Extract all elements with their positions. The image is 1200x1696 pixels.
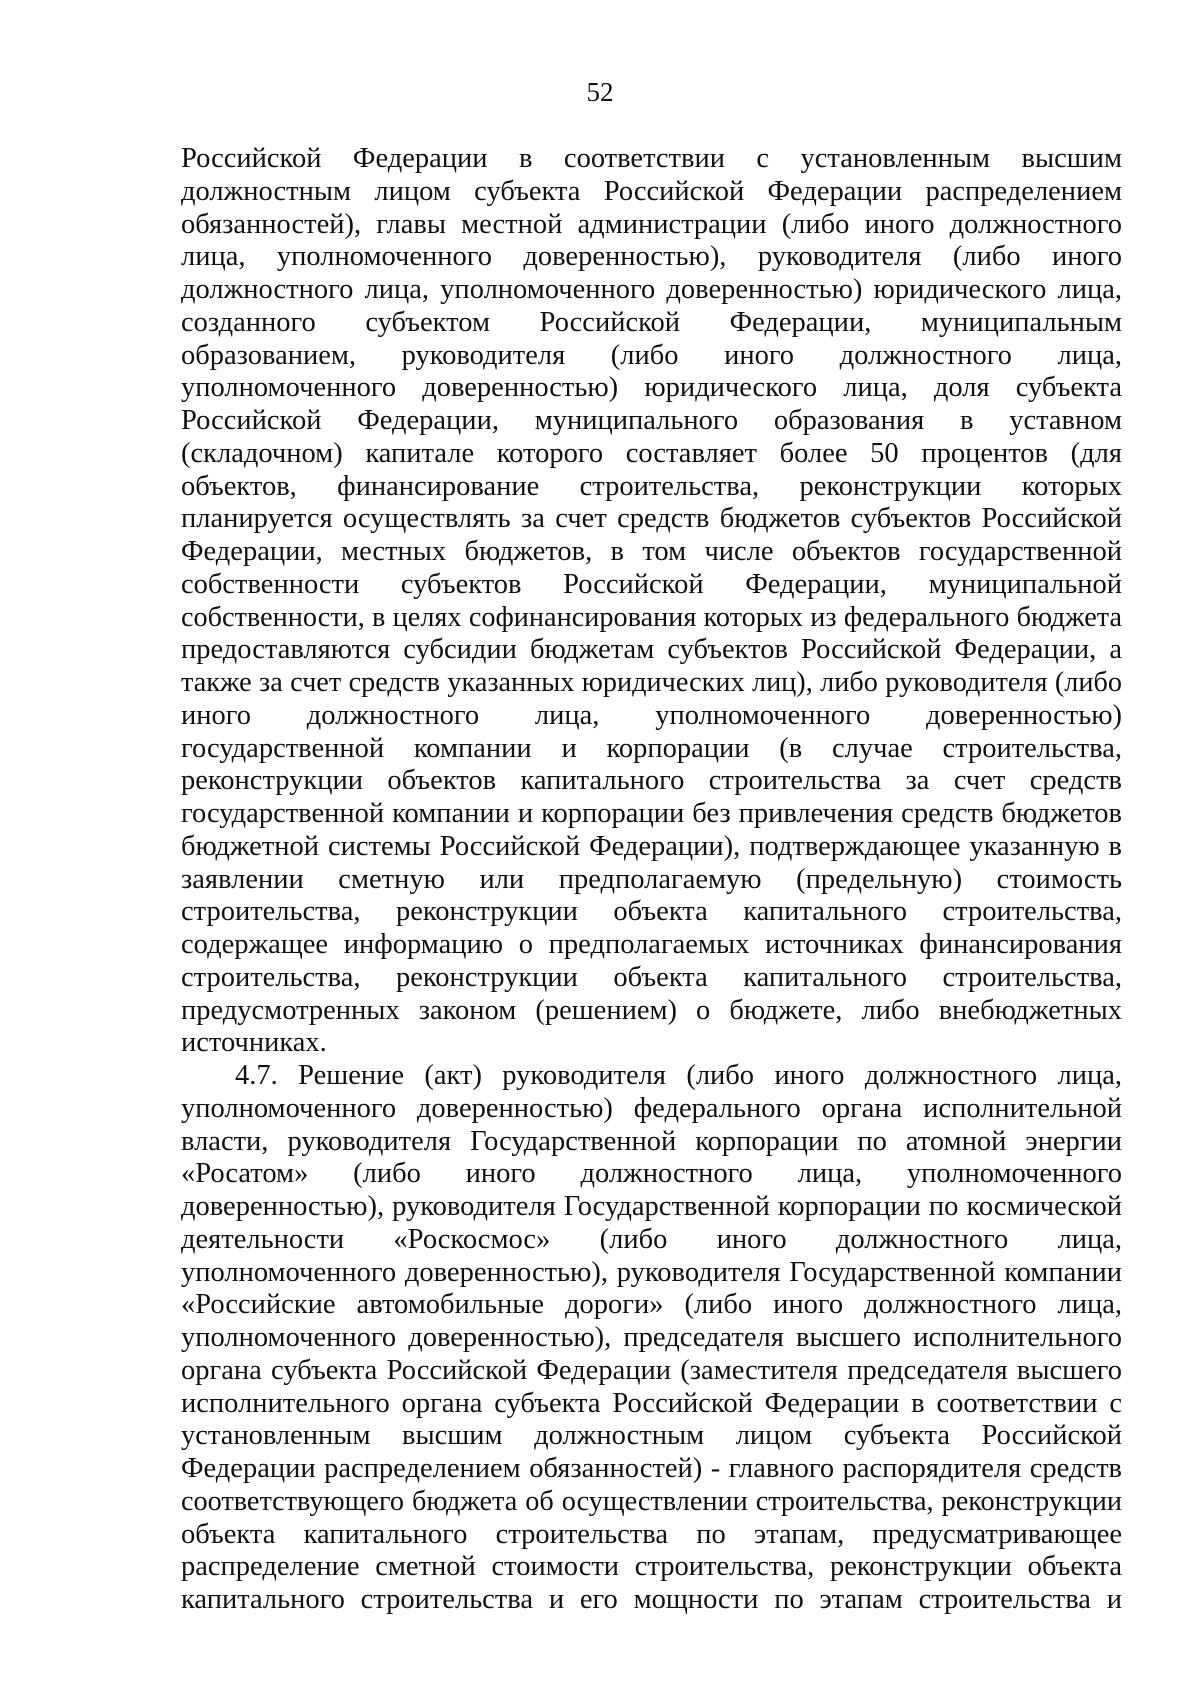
text-line: должностного лица, уполномоченного доверенностью) юридического лица,	[181, 274, 1122, 305]
text-line: объекта капитального строительства по этапам, предусматривающее	[181, 1518, 1122, 1550]
text-line: источниках.	[181, 1027, 327, 1059]
text-line: объектов, финансирование строительства, реконструкции которых	[181, 470, 1122, 502]
text-line: установленным высшим должностным лицом субъекта Российской	[181, 1420, 1122, 1452]
text-line: лица, уполномоченного доверенностью), руководителя (либо иного	[181, 241, 1122, 273]
text-line: собственности, в целях софинансирования которых из федерального бюджета	[181, 601, 1122, 633]
text-line: бюджетной системы Российской Федерации), подтверждающее указанную в	[181, 830, 1122, 862]
text-line: также за счет средств указанных юридических лиц), либо руководителя (либо	[181, 667, 1122, 698]
text-line: строительства, реконструкции объекта капитального строительства,	[181, 896, 1122, 928]
text-line: доверенностью), руководителя Государственной корпорации по космической	[181, 1191, 1122, 1222]
text-line: распределение сметной стоимости строительства, реконструкции объекта	[181, 1551, 1122, 1583]
text-line: Федерации, местных бюджетов, в том числе объектов государственной	[181, 536, 1122, 567]
text-line: «Российские автомобильные дороги» (либо иного должностного лица,	[181, 1289, 1122, 1321]
text-line: уполномоченного доверенностью) юридического лица, доля субъекта	[181, 372, 1122, 404]
text-line: государственной компании и корпорации без привлечения средств бюджетов	[181, 798, 1122, 829]
document-body	[181, 143, 1122, 1617]
text-line: государственной компании и корпорации (в случае строительства,	[181, 732, 1122, 764]
text-line: власти, руководителя Государственной корпорации по атомной энергии	[181, 1125, 1122, 1157]
text-line: предусмотренных законом (решением) о бюджете, либо внебюджетных	[181, 994, 1122, 1026]
text-line: органа субъекта Российской Федерации (заместителя председателя высшего	[181, 1354, 1122, 1386]
text-line: «Росатом» (либо иного должностного лица, уполномоченного	[181, 1158, 1122, 1190]
text-line: обязанностей), главы местной администрации (либо иного должностного	[181, 208, 1122, 240]
text-line: планируется осуществлять за счет средств бюджетов субъектов Российской	[181, 503, 1122, 535]
text-line: реконструкции объектов капитального строительства за счет средств	[181, 765, 1122, 797]
text-line: соответствующего бюджета об осуществлении строительства, реконструкции	[181, 1485, 1122, 1517]
text-line: собственности субъектов Российской Федерации, муниципальной	[181, 568, 1122, 600]
text-line: строительства, реконструкции объекта капитального строительства,	[181, 961, 1122, 993]
page-number: 52	[586, 77, 614, 107]
text-line: образованием, руководителя (либо иного должностного лица,	[181, 339, 1122, 371]
text-line: (складочном) капитале которого составляет более 50 процентов (для	[181, 437, 1122, 469]
text-line: уполномоченного доверенностью), председателя высшего исполнительного	[181, 1322, 1122, 1353]
text-line: заявлении сметную или предполагаемую (предельную) стоимость	[181, 863, 1122, 895]
text-line: уполномоченного доверенностью), руководителя Государственной компании	[181, 1256, 1122, 1288]
text-line: Российской Федерации в соответствии с установленным высшим	[181, 143, 1122, 174]
text-line: содержащее информацию о предполагаемых источниках финансирования	[181, 929, 1122, 960]
text-line: деятельности «Роскосмос» (либо иного должностного лица,	[181, 1223, 1122, 1255]
text-line: Федерации распределением обязанностей) - главного распорядителя средств	[181, 1453, 1122, 1484]
text-line: 4.7. Решение (акт) руководителя (либо иного должностного лица,	[235, 1060, 1122, 1091]
text-line: капитального строительства и его мощности по этапам строительства и	[181, 1584, 1122, 1615]
text-line: исполнительного органа субъекта Российской Федерации в соответствии с	[181, 1387, 1122, 1419]
text-line: уполномоченного доверенностью) федерального органа исполнительной	[181, 1092, 1122, 1124]
text-line: предоставляются субсидии бюджетам субъектов Российской Федерации, а	[181, 634, 1122, 666]
text-line: иного должностного лица, уполномоченного доверенностью)	[181, 699, 1122, 731]
text-line: Российской Федерации, муниципального образования в уставном	[181, 405, 1122, 436]
text-line: созданного субъектом Российской Федерации, муниципальным	[181, 306, 1122, 338]
text-line: должностным лицом субъекта Российской Федерации распределением	[181, 175, 1122, 207]
